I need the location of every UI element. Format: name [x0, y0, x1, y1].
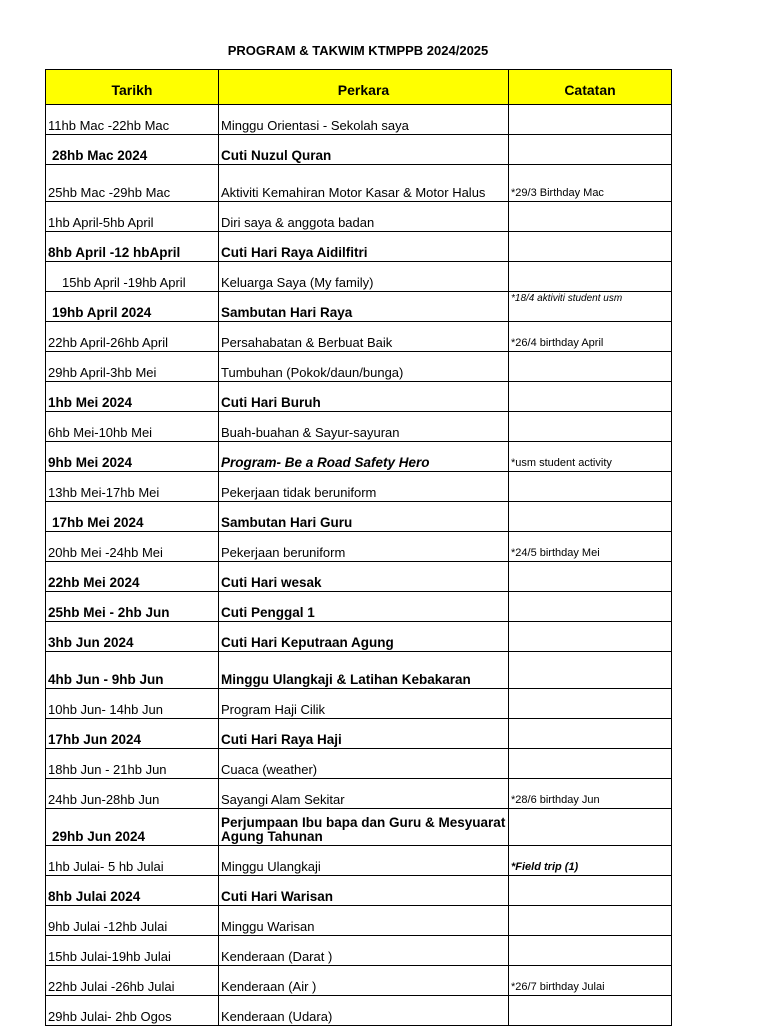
item-cell: Program- Be a Road Safety Hero: [219, 442, 509, 472]
table-row: [46, 876, 672, 906]
item-cell: Cuti Hari Warisan: [219, 876, 509, 906]
note-cell: [509, 382, 672, 412]
date-cell: 22hb Mei 2024: [46, 562, 219, 592]
date-cell: 17hb Jun 2024: [46, 719, 219, 749]
table-row: [46, 846, 672, 876]
table-row: [46, 292, 672, 322]
date-cell: 24hb Jun-28hb Jun: [46, 779, 219, 809]
note-cell: [509, 472, 672, 502]
note-cell: [509, 876, 672, 906]
table-row: [46, 232, 672, 262]
table-row: [46, 779, 672, 809]
date-cell: 1hb Mei 2024: [46, 382, 219, 412]
item-cell: Sambutan Hari Raya: [219, 292, 509, 322]
table-row: [46, 936, 672, 966]
item-cell: Buah-buahan & Sayur-sayuran: [219, 412, 509, 442]
date-cell: 8hb Julai 2024: [46, 876, 219, 906]
table-row: [46, 412, 672, 442]
item-cell: Pekerjaan tidak beruniform: [219, 472, 509, 502]
date-cell: 29hb Jun 2024: [46, 809, 219, 846]
date-cell: 28hb Mac 2024: [46, 135, 219, 165]
note-cell: [509, 202, 672, 232]
header-catatan: Catatan: [509, 70, 672, 105]
note-cell: [509, 809, 672, 846]
item-cell: Cuti Hari wesak: [219, 562, 509, 592]
item-cell: Cuti Nuzul Quran: [219, 135, 509, 165]
item-cell: Pekerjaan beruniform: [219, 532, 509, 562]
note-cell: [509, 135, 672, 165]
table-row: [46, 442, 672, 472]
date-cell: 10hb Jun- 14hb Jun: [46, 689, 219, 719]
date-cell: 11hb Mac -22hb Mac: [46, 105, 219, 135]
note-cell: *28/6 birthday Jun: [509, 779, 672, 809]
item-cell: Tumbuhan (Pokok/daun/bunga): [219, 352, 509, 382]
date-cell: 4hb Jun - 9hb Jun: [46, 652, 219, 689]
item-cell: Minggu Ulangkaji: [219, 846, 509, 876]
item-cell: Keluarga Saya (My family): [219, 262, 509, 292]
item-cell: Minggu Warisan: [219, 906, 509, 936]
item-cell: Sambutan Hari Guru: [219, 502, 509, 532]
note-cell: [509, 689, 672, 719]
table-row: [46, 996, 672, 1026]
table-row: [46, 472, 672, 502]
header-tarikh: Tarikh: [46, 70, 219, 105]
page-title: PROGRAM & TAKWIM KTMPPB 2024/2025: [227, 43, 489, 58]
table-row: [46, 592, 672, 622]
date-cell: 29hb April-3hb Mei: [46, 352, 219, 382]
item-cell: Minggu Orientasi - Sekolah saya: [219, 105, 509, 135]
item-cell: Cuti Hari Buruh: [219, 382, 509, 412]
note-cell: [509, 592, 672, 622]
note-cell: *18/4 aktiviti student usm: [509, 292, 672, 322]
note-cell: [509, 622, 672, 652]
table-row: [46, 689, 672, 719]
table-row: [46, 622, 672, 652]
table-row: [46, 202, 672, 232]
date-cell: 18hb Jun - 21hb Jun: [46, 749, 219, 779]
date-cell: 25hb Mac -29hb Mac: [46, 165, 219, 202]
note-cell: [509, 232, 672, 262]
item-cell: Kenderaan (Udara): [219, 996, 509, 1026]
date-cell: 1hb Julai- 5 hb Julai: [46, 846, 219, 876]
date-cell: 22hb April-26hb April: [46, 322, 219, 352]
note-cell: [509, 749, 672, 779]
table-row: [46, 532, 672, 562]
note-cell: *26/4 birthday April: [509, 322, 672, 352]
note-cell: *Field trip (1): [509, 846, 672, 876]
date-cell: 22hb Julai -26hb Julai: [46, 966, 219, 996]
item-cell: Cuti Penggal 1: [219, 592, 509, 622]
note-cell: *usm student activity: [509, 442, 672, 472]
date-cell: 1hb April-5hb April: [46, 202, 219, 232]
table-row: [46, 165, 672, 202]
date-cell: 15hb April -19hb April: [46, 262, 219, 292]
schedule-table: [45, 69, 672, 1026]
table-row: [46, 502, 672, 532]
note-cell: [509, 719, 672, 749]
table-row: [46, 652, 672, 689]
date-cell: 13hb Mei-17hb Mei: [46, 472, 219, 502]
date-cell: 19hb April 2024: [46, 292, 219, 322]
item-cell: Perjumpaan Ibu bapa dan Guru & Mesyuarat Agung Tahunan: [219, 809, 509, 846]
note-cell: [509, 906, 672, 936]
table-row: [46, 562, 672, 592]
item-cell: Persahabatan & Berbuat Baik: [219, 322, 509, 352]
date-cell: 29hb Julai- 2hb Ogos: [46, 996, 219, 1026]
date-cell: 25hb Mei - 2hb Jun: [46, 592, 219, 622]
date-cell: 8hb April -12 hbApril: [46, 232, 219, 262]
note-cell: [509, 262, 672, 292]
item-cell: Kenderaan (Darat ): [219, 936, 509, 966]
item-cell: Cuti Hari Raya Haji: [219, 719, 509, 749]
table-row: [46, 719, 672, 749]
date-cell: 15hb Julai-19hb Julai: [46, 936, 219, 966]
table-row: [46, 382, 672, 412]
item-cell: Cuti Hari Raya Aidilfitri: [219, 232, 509, 262]
note-cell: *26/7 birthday Julai: [509, 966, 672, 996]
item-cell: Diri saya & anggota badan: [219, 202, 509, 232]
date-cell: 6hb Mei-10hb Mei: [46, 412, 219, 442]
item-cell: Sayangi Alam Sekitar: [219, 779, 509, 809]
item-cell: Kenderaan (Air ): [219, 966, 509, 996]
table-row: [46, 262, 672, 292]
item-cell: Cuaca (weather): [219, 749, 509, 779]
table-row: [46, 352, 672, 382]
table-row: [46, 105, 672, 135]
header-perkara: Perkara: [219, 70, 509, 105]
note-cell: [509, 502, 672, 532]
note-cell: [509, 562, 672, 592]
item-cell: Program Haji Cilik: [219, 689, 509, 719]
item-cell: Aktiviti Kemahiran Motor Kasar & Motor Halus: [219, 165, 509, 202]
note-cell: [509, 996, 672, 1026]
note-cell: [509, 936, 672, 966]
note-cell: *29/3 Birthday Mac: [509, 165, 672, 202]
date-cell: 9hb Julai -12hb Julai: [46, 906, 219, 936]
table-row: [46, 809, 672, 846]
table-row: [46, 966, 672, 996]
date-cell: 9hb Mei 2024: [46, 442, 219, 472]
table-row: [46, 749, 672, 779]
item-cell: Minggu Ulangkaji & Latihan Kebakaran: [219, 652, 509, 689]
date-cell: 3hb Jun 2024: [46, 622, 219, 652]
note-cell: [509, 412, 672, 442]
item-cell: Cuti Hari Keputraan Agung: [219, 622, 509, 652]
header-row: [46, 70, 672, 105]
note-cell: [509, 352, 672, 382]
note-cell: *24/5 birthday Mei: [509, 532, 672, 562]
table-row: [46, 322, 672, 352]
note-cell: [509, 105, 672, 135]
date-cell: 20hb Mei -24hb Mei: [46, 532, 219, 562]
date-cell: 17hb Mei 2024: [46, 502, 219, 532]
note-cell: [509, 652, 672, 689]
table-row: [46, 906, 672, 936]
table-row: [46, 135, 672, 165]
